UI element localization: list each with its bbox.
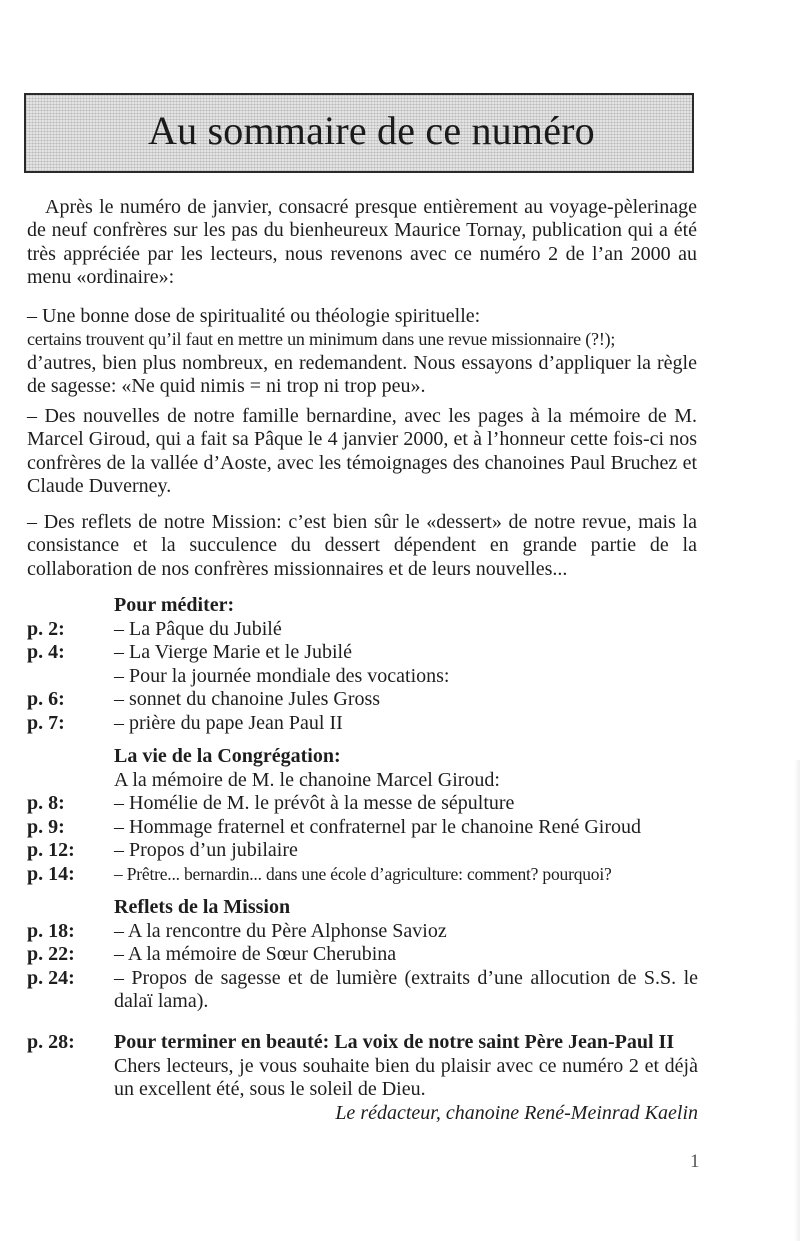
section-heading: La vie de la Congrégation: [114, 745, 341, 767]
toc-entry [27, 792, 707, 816]
page-ref: p. 6: [27, 688, 65, 710]
toc-entry [27, 839, 707, 863]
page-ref: p. 18: [27, 919, 75, 942]
entry-title: – Prêtre... bernardin... dans une école d’agriculture: comment? pourquoi? [114, 863, 612, 884]
toc-entry [27, 863, 707, 887]
toc-entry [27, 967, 707, 1014]
table-of-contents [27, 594, 707, 1014]
closing-heading: Pour terminer en beauté: La voix de notre saint Père Jean-Paul II [114, 1031, 675, 1053]
toc-entry [27, 618, 707, 642]
signature: Le rédacteur, chanoine René-Meinrad Kaelin [335, 1102, 698, 1124]
closing-text: Chers lecteurs, je vous souhaite bien du plaisir avec ce numéro 2 et déjà un excellent été, sous le soleil de Dieu. [114, 1054, 698, 1100]
entry-title: – A la mémoire de Sœur Cherubina [114, 943, 397, 965]
page-ref: p. 14: [27, 862, 75, 885]
toc-entry [27, 920, 707, 944]
entry-title: – La Vierge Marie et le Jubilé [114, 641, 352, 663]
page-ref: p. 7: [27, 711, 65, 734]
page-ref: p. 12: [27, 839, 75, 861]
spirituality-rest: d’autres, bien plus nombreux, en redemandent. Nous essayons d’appliquer la règle de sagesse: «Ne quid nimis = ni trop ni trop peu». [27, 351, 697, 398]
section-subheading-row [27, 769, 707, 793]
entry-title: – prière du pape Jean Paul II [114, 711, 343, 734]
page-ref: p. 22: [27, 943, 75, 965]
intro-paragraph-text: Après le numéro de janvier, consacré presque entièrement au voyage-pèlerinage de neuf confrères sur les pas du bienheureux Maurice Tornay, publication qui a été très appréciée par les lecteurs, nous revenons avec ce numéro 2 de l’an 2000 au menu «ordinaire»: [27, 196, 697, 289]
page-ref: p. 8: [27, 792, 65, 814]
section-heading-row [27, 594, 707, 618]
spirituality-paragraph [27, 305, 697, 399]
title-banner [24, 93, 694, 173]
section-heading-row [27, 745, 707, 769]
page-ref: p. 9: [27, 815, 65, 838]
section-heading: Pour méditer: [114, 594, 235, 616]
entry-title: – A la rencontre du Père Alphonse Savioz [114, 919, 447, 942]
entry-title: – La Pâque du Jubilé [114, 617, 282, 640]
mission-paragraph: – Des reflets de notre Mission: c’est bien sûr le «dessert» de notre revue, mais la consistance et la succulence du dessert dépendent en grande partie de la collaboration de nos confrères missionnaires et de leurs nouvelles... [27, 511, 697, 580]
toc-entry [27, 943, 707, 967]
closing-block [114, 1031, 698, 1102]
closing-page-ref: p. 28: [27, 1031, 75, 1053]
toc-entry [27, 641, 707, 665]
page-ref: p. 24: [27, 966, 75, 989]
toc-entry [27, 688, 707, 712]
page-ref: p. 2: [27, 617, 65, 640]
page-edge-shadow [794, 760, 800, 1241]
entry-title: – sonnet du chanoine Jules Gross [114, 688, 381, 710]
section-heading: Reflets de la Mission [114, 896, 291, 918]
page-title: Au sommaire de ce numéro [148, 108, 595, 153]
entry-title: – Hommage fraternel et confraternel par le chanoine René Giroud [114, 815, 641, 838]
section-subheading: A la mémoire de M. le chanoine Marcel Giroud: [114, 768, 500, 791]
entry-title: – Propos de sagesse et de lumière (extraits d’une allocution de S.S. le dalaï lama). [114, 966, 698, 1012]
section-heading-row [27, 896, 707, 920]
intro-paragraph [27, 196, 697, 290]
toc-entry [27, 665, 707, 689]
entry-title: – Homélie de M. le prévôt à la messe de sépulture [114, 792, 515, 814]
page-ref: p. 4: [27, 641, 65, 663]
family-news-paragraph: – Des nouvelles de notre famille bernardine, avec les pages à la mémoire de M. Marcel Giroud, qui a fait sa Pâque le 4 janvier 2000, et à l’honneur cette fois-ci nos confrères de la vallée d’Aoste, avec les témoignages des chanoines Paul Bruchez et Claude Duverney. [27, 405, 697, 498]
spirituality-line: – Une bonne dose de spiritualité ou théologie spirituelle: [27, 305, 481, 327]
toc-entry [27, 816, 707, 840]
toc-entry [27, 712, 707, 736]
entry-title: – Propos d’un jubilaire [114, 839, 298, 861]
entry-title: – Pour la journée mondiale des vocations: [114, 664, 450, 687]
page-number: 1 [690, 1151, 700, 1172]
spirituality-small-line: certains trouvent qu’il faut en mettre un minimum dans une revue missionnaire (?!); [27, 329, 616, 350]
